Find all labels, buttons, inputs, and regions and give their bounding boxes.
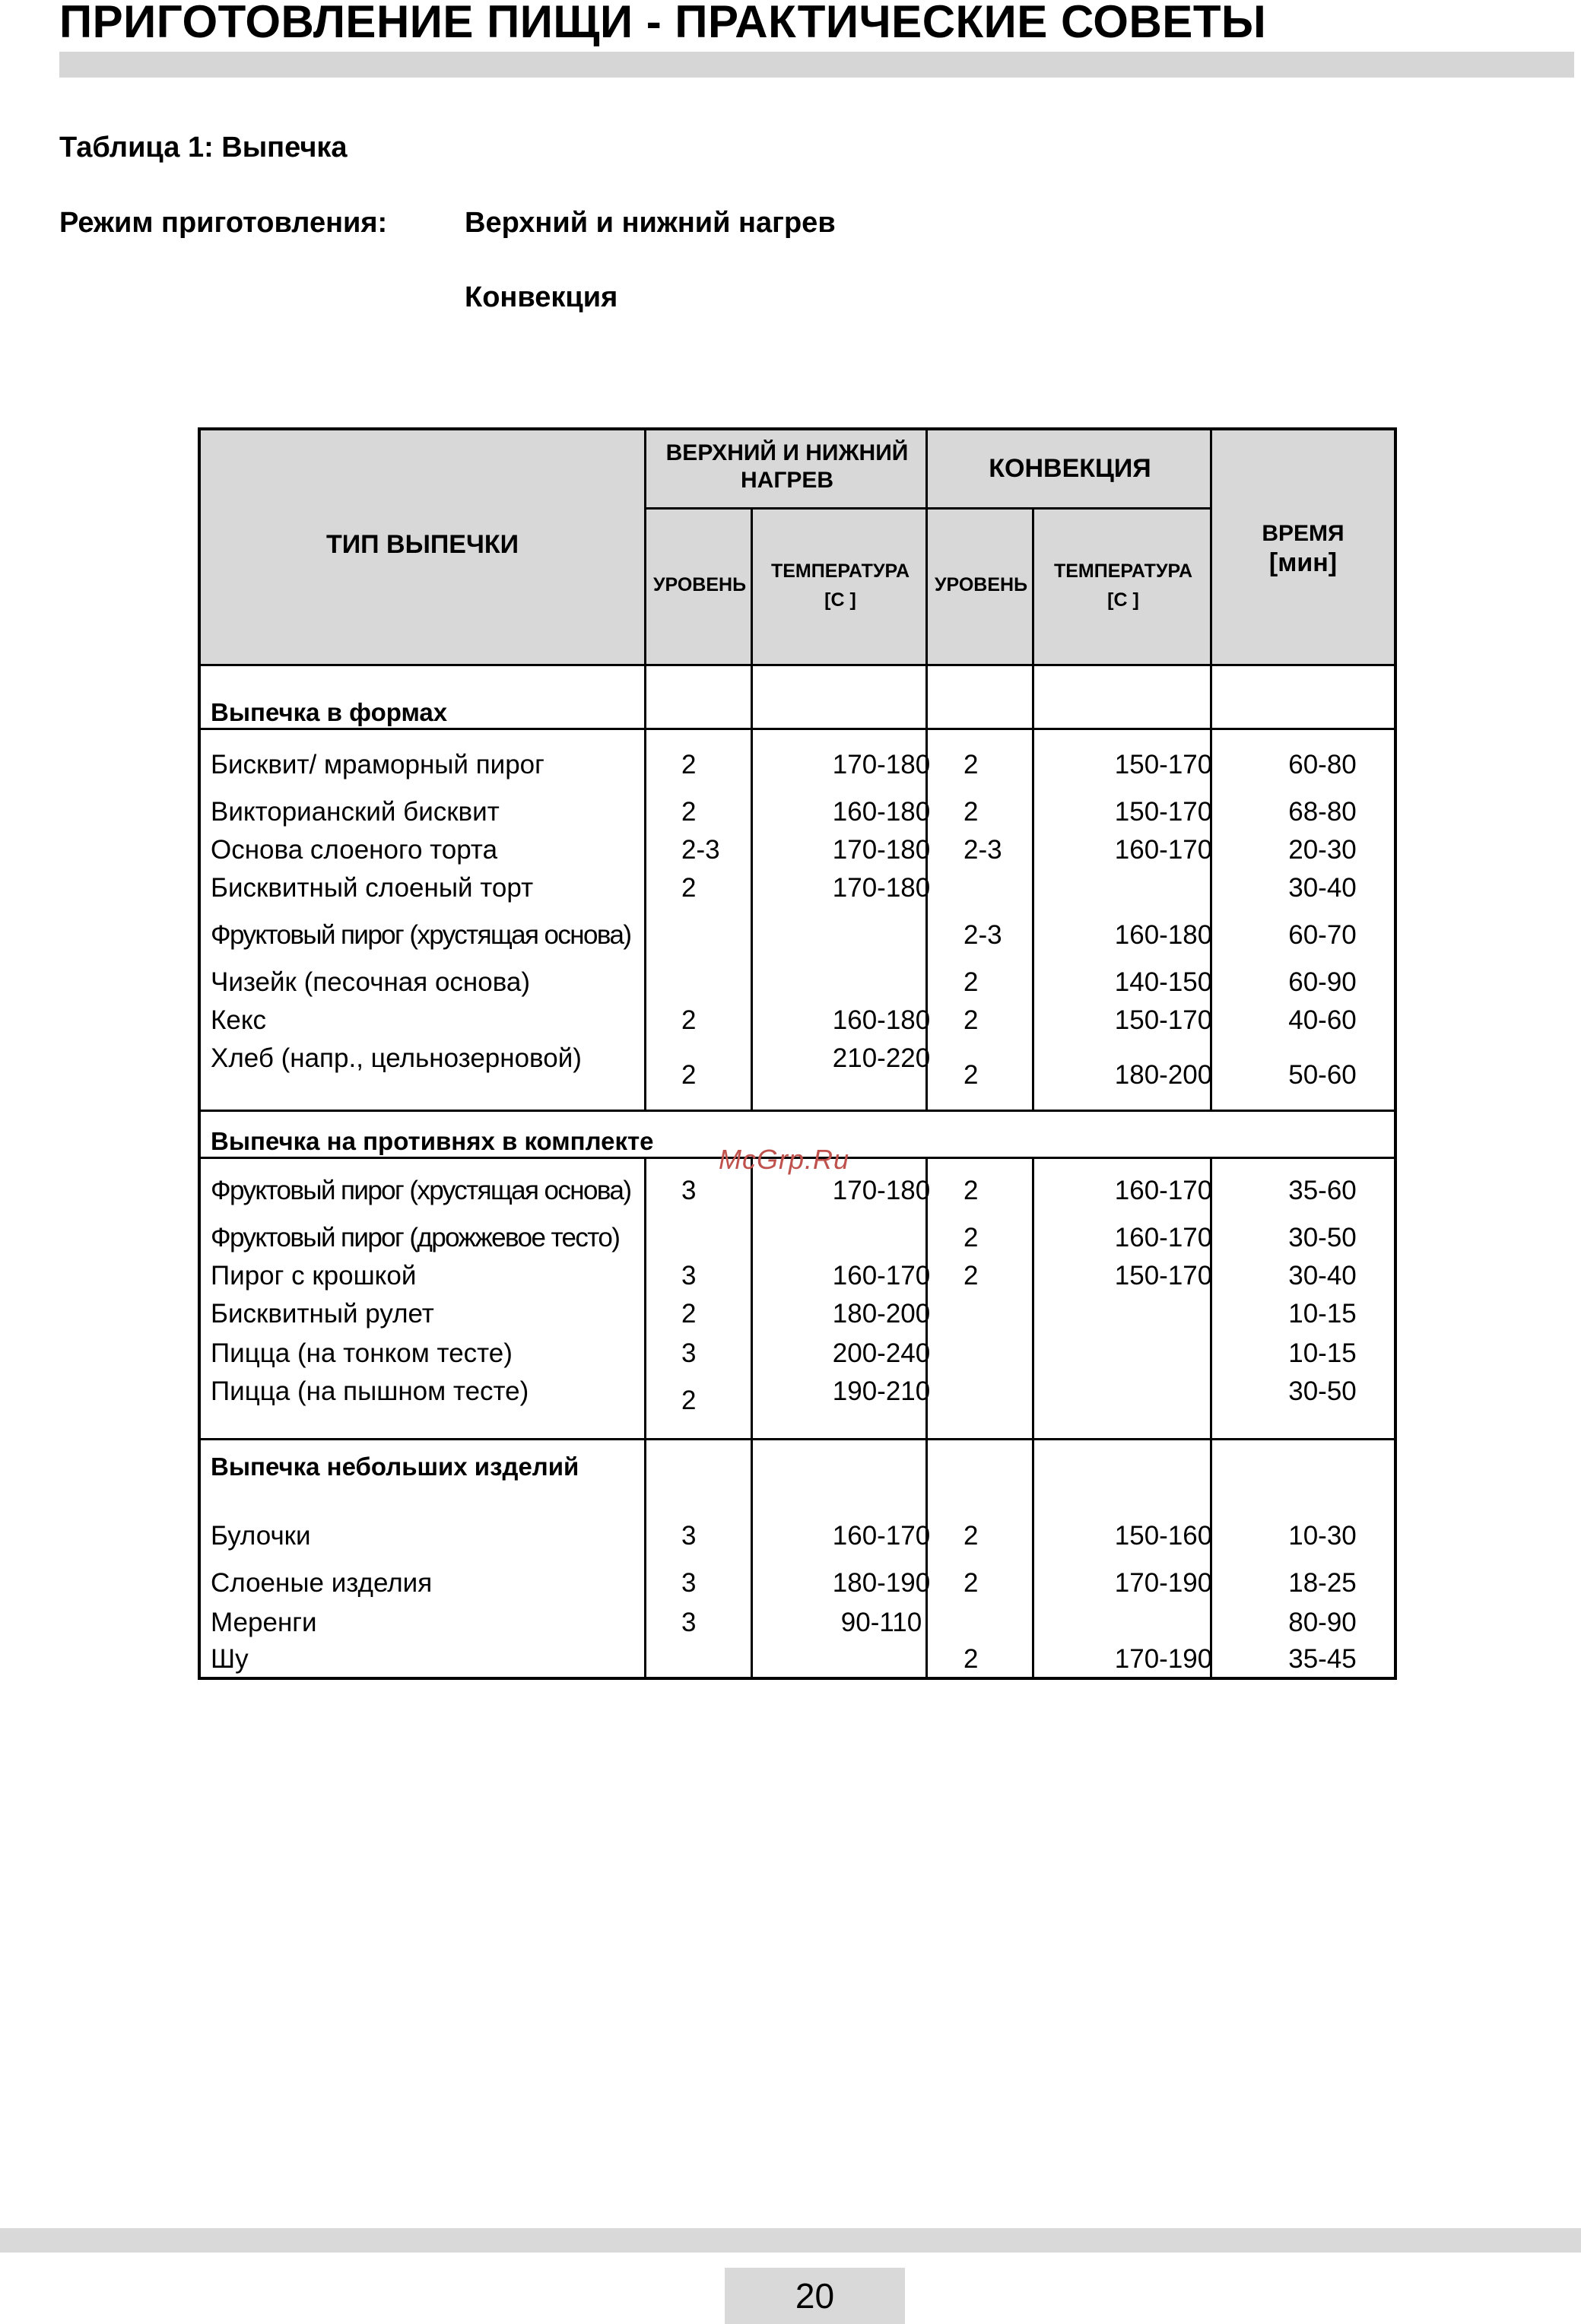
- col-line-2b: [751, 1157, 753, 1678]
- header-temperature-1: [753, 560, 928, 611]
- cell-temp-top-bottom: 160-180: [832, 1005, 931, 1035]
- header-type: ТИП ВЫПЕЧКИ: [325, 530, 519, 559]
- cell-temp-convection: 150-170: [1114, 797, 1213, 827]
- watermark: McGrp.Ru: [719, 1144, 850, 1175]
- col-line-4b: [1032, 1157, 1034, 1678]
- cell-temp-convection: 150-170: [1114, 1005, 1213, 1035]
- cell-name: Шу: [211, 1644, 249, 1674]
- page-title: ПРИГОТОВЛЕНИЕ ПИЩИ - ПРАКТИЧЕСКИЕ СОВЕТЫ: [59, 0, 1267, 47]
- cell-time: 60-90: [1288, 967, 1357, 997]
- cell-level-top-bottom: 3: [681, 1608, 697, 1637]
- cell-time: 35-45: [1288, 1644, 1357, 1674]
- cell-name: Пицца (на пышном тесте): [211, 1376, 529, 1406]
- cell-temp-top-bottom: 170-180: [832, 873, 931, 903]
- header-bottom-line: [201, 664, 1394, 666]
- header-time-label: ВРЕМЯ: [1262, 521, 1344, 546]
- cell-level-top-bottom: 3: [681, 1568, 697, 1598]
- cell-temp-convection: 150-170: [1114, 750, 1213, 779]
- cell-level-convection: 2: [964, 1060, 979, 1090]
- header-temperature-1-unit: [С ]: [824, 589, 856, 611]
- cell-level-convection: 2: [964, 1223, 979, 1252]
- cell-time: 40-60: [1288, 1005, 1357, 1035]
- cell-time: 30-50: [1288, 1223, 1357, 1252]
- cell-temp-convection: 160-170: [1114, 1223, 1213, 1252]
- header-temperature-2-label: ТЕМПЕРАТУРА: [1053, 560, 1193, 582]
- cell-level-top-bottom: 2: [681, 1005, 697, 1035]
- cell-level-convection: 2: [964, 967, 979, 997]
- cell-temp-convection: 150-170: [1114, 1261, 1213, 1291]
- header-mid-line: [644, 507, 1212, 510]
- cell-level-top-bottom: 3: [681, 1261, 697, 1291]
- cell-temp-top-bottom: 170-180: [832, 835, 931, 865]
- cell-level-convection: 2-3: [964, 835, 1002, 865]
- table-caption: Таблица 1: Выпечка: [59, 132, 348, 164]
- cell-name: Пирог с крошкой: [211, 1261, 417, 1291]
- cell-temp-top-bottom: 160-170: [832, 1521, 931, 1551]
- cell-name: Основа слоеного торта: [211, 835, 498, 865]
- cell-time: 68-80: [1288, 797, 1357, 827]
- cell-level-convection: 2: [964, 1005, 979, 1035]
- cell-temp-top-bottom: 210-220: [832, 1043, 931, 1073]
- cell-level-top-bottom: 2: [681, 750, 697, 779]
- cell-level-top-bottom: 3: [681, 1338, 697, 1368]
- header-temperature-2: [1034, 560, 1212, 611]
- section-title-small-items: Выпечка небольших изделий: [211, 1452, 579, 1481]
- cell-name: Бисквитный рулет: [211, 1299, 434, 1329]
- cell-level-top-bottom: 2: [681, 797, 697, 827]
- baking-table: [198, 427, 1397, 1680]
- cell-time: 10-30: [1288, 1521, 1357, 1551]
- col-line-3b: [925, 1157, 928, 1678]
- cell-time: 60-80: [1288, 750, 1357, 779]
- cell-time: 50-60: [1288, 1060, 1357, 1090]
- cell-temp-top-bottom: 200-240: [832, 1338, 931, 1368]
- cell-time: 30-40: [1288, 1261, 1357, 1291]
- cell-name: Меренги: [211, 1608, 317, 1637]
- cell-time: 30-50: [1288, 1376, 1357, 1406]
- cell-level-convection: 2: [964, 1568, 979, 1598]
- section-title-molds: Выпечка в формах: [211, 698, 448, 726]
- cell-name: Кекс: [211, 1005, 267, 1035]
- cooking-mode-convection: Конвекция: [465, 281, 618, 313]
- cell-temp-top-bottom: 180-200: [832, 1299, 931, 1329]
- section-1-title-line: [201, 728, 1394, 730]
- header-time-unit: [мин]: [1268, 548, 1338, 577]
- cell-time: 20-30: [1288, 835, 1357, 865]
- cell-name: Фруктовый пирог (хрустящая основа): [211, 920, 631, 950]
- col-line-4a: [1032, 507, 1034, 1110]
- col-line-2a: [751, 507, 753, 1110]
- cell-name: Хлеб (напр., цельнозерновой): [211, 1043, 582, 1073]
- cell-name: Бисквитный слоеный торт: [211, 873, 534, 903]
- cell-temp-top-bottom: 160-180: [832, 797, 931, 827]
- header-level-1: УРОВЕНЬ: [652, 574, 747, 595]
- cell-level-top-bottom: 2: [681, 1060, 697, 1090]
- cell-time: 10-15: [1288, 1338, 1357, 1368]
- cell-level-convection: 2: [964, 750, 979, 779]
- cell-temp-convection: 160-180: [1114, 920, 1213, 950]
- cell-temp-top-bottom: 170-180: [832, 1176, 931, 1205]
- footer-bar: [0, 2228, 1581, 2253]
- cell-temp-top-bottom: 90-110: [840, 1608, 922, 1637]
- cell-time: 30-40: [1288, 873, 1357, 903]
- cell-name: Бисквит/ мраморный пирог: [211, 750, 544, 779]
- cell-name: Чизейк (песочная основа): [211, 967, 531, 997]
- cell-level-top-bottom: 2: [681, 1386, 697, 1415]
- cell-name: Фруктовый пирог (хрустящая основа): [211, 1176, 631, 1205]
- header-level-2: УРОВЕНЬ: [934, 574, 1028, 595]
- cell-time: 35-60: [1288, 1176, 1357, 1205]
- cell-temp-top-bottom: 180-190: [832, 1568, 931, 1598]
- section-2-top-line: [201, 1110, 1394, 1112]
- col-line-1a: [644, 430, 646, 1110]
- header-top-bottom-heat: ВЕРХНИЙ И НИЖНИЙ НАГРЕВ: [665, 440, 909, 493]
- cooking-mode-top-bottom: Верхний и нижний нагрев: [465, 207, 836, 239]
- cell-level-top-bottom: 2: [681, 873, 697, 903]
- cell-temp-top-bottom: 190-210: [832, 1376, 931, 1406]
- cell-name: Слоеные изделия: [211, 1568, 433, 1598]
- title-underline-bar: [59, 52, 1574, 78]
- header-time: [1212, 520, 1394, 579]
- cell-time: 10-15: [1288, 1299, 1357, 1329]
- cell-temp-convection: 170-190: [1114, 1644, 1213, 1674]
- cell-name: Булочки: [211, 1521, 311, 1551]
- cell-level-top-bottom: 3: [681, 1176, 697, 1205]
- cell-name: Фруктовый пирог (дрожжевое тесто): [211, 1223, 620, 1252]
- section-title-trays: Выпечка на противнях в комплекте: [211, 1127, 654, 1155]
- cell-temp-convection: 170-190: [1114, 1568, 1213, 1598]
- cell-level-convection: 2: [964, 797, 979, 827]
- cell-temp-convection: 160-170: [1114, 1176, 1213, 1205]
- cell-level-convection: 2-3: [964, 920, 1002, 950]
- cell-time: 18-25: [1288, 1568, 1357, 1598]
- cell-time: 60-70: [1288, 920, 1357, 950]
- cell-temp-convection: 150-160: [1114, 1521, 1213, 1551]
- cell-temp-convection: 140-150: [1114, 967, 1213, 997]
- cell-level-convection: 2: [964, 1176, 979, 1205]
- cell-level-top-bottom: 3: [681, 1521, 697, 1551]
- cell-temp-top-bottom: 170-180: [832, 750, 931, 779]
- page-number: 20: [725, 2268, 905, 2324]
- cell-level-convection: 2: [964, 1261, 979, 1291]
- header-temperature-1-label: ТЕМПЕРАТУРА: [770, 560, 910, 582]
- cell-temp-convection: 160-170: [1114, 835, 1213, 865]
- header-temperature-2-unit: [С ]: [1107, 589, 1139, 611]
- cell-temp-convection: 180-200: [1114, 1060, 1213, 1090]
- section-3-top-line: [201, 1438, 1394, 1440]
- cell-level-convection: 2: [964, 1521, 979, 1551]
- cell-temp-top-bottom: 160-170: [832, 1261, 931, 1291]
- cell-name: Викторианский бисквит: [211, 797, 500, 827]
- cooking-mode-label: Режим приготовления:: [59, 207, 388, 239]
- header-convection: КОНВЕКЦИЯ: [989, 454, 1151, 483]
- col-line-1b: [644, 1157, 646, 1678]
- cell-level-convection: 2: [964, 1644, 979, 1674]
- cell-name: Пицца (на тонком тесте): [211, 1338, 513, 1368]
- cell-level-top-bottom: 2-3: [681, 835, 720, 865]
- cell-level-top-bottom: 2: [681, 1299, 697, 1329]
- cell-time: 80-90: [1288, 1608, 1357, 1637]
